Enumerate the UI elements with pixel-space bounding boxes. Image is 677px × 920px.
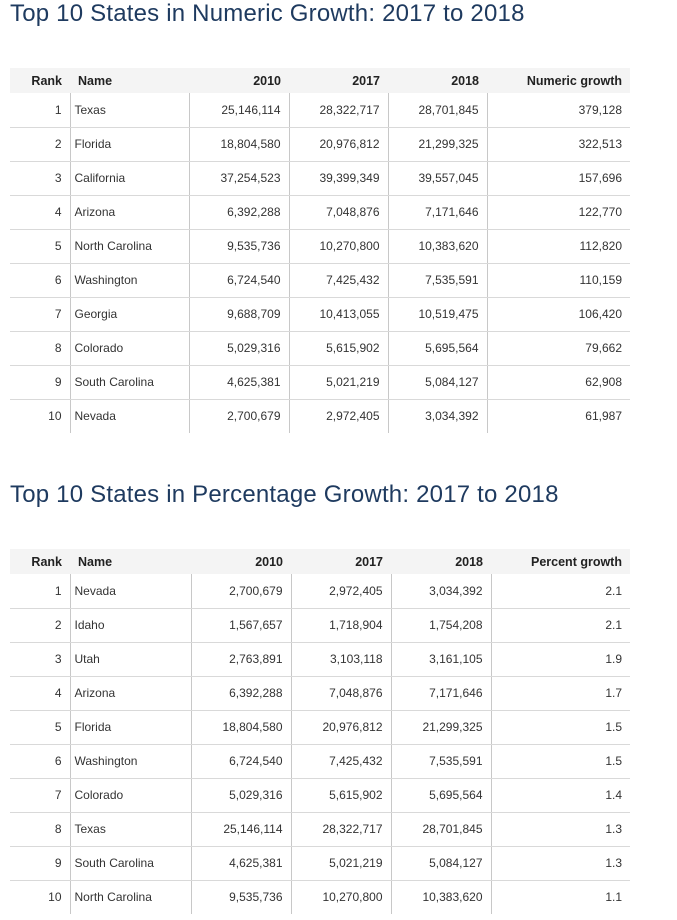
numeric-growth-table: [10, 68, 630, 433]
cell-name: South Carolina: [70, 365, 189, 399]
cell-name: Texas: [70, 93, 189, 127]
cell-2010: 9,535,736: [191, 880, 291, 914]
cell-growth: 1.3: [491, 846, 630, 880]
cell-2018: 7,535,591: [388, 263, 487, 297]
cell-2018: 3,034,392: [388, 399, 487, 433]
table-row: [10, 880, 630, 914]
cell-2010: 18,804,580: [189, 127, 289, 161]
cell-2017: 10,413,055: [289, 297, 388, 331]
table-header-row: [10, 549, 630, 574]
header-rank: Rank: [31, 73, 62, 88]
header-name: Name: [78, 73, 113, 88]
cell-growth: 1.7: [491, 676, 630, 710]
cell-rank: 6: [10, 744, 70, 778]
cell-name: Texas: [70, 812, 191, 846]
table-row: [10, 195, 630, 229]
cell-2018: 7,535,591: [391, 744, 491, 778]
table-row: [10, 127, 630, 161]
cell-2010: 9,688,709: [189, 297, 289, 331]
percentage-growth-title: Top 10 States in Percentage Growth: 2017 to 2018: [10, 481, 559, 508]
header-2018: 2018: [451, 73, 479, 88]
header-2017: 2017: [355, 554, 383, 569]
cell-2010: 6,724,540: [189, 263, 289, 297]
cell-2018: 10,519,475: [388, 297, 487, 331]
cell-growth: 1.5: [491, 710, 630, 744]
cell-rank: 8: [10, 812, 70, 846]
table-row: [10, 608, 630, 642]
table-row: [10, 812, 630, 846]
cell-2017: 10,270,800: [291, 880, 391, 914]
cell-name: South Carolina: [70, 846, 191, 880]
cell-2018: 39,557,045: [388, 161, 487, 195]
cell-growth: 1.1: [491, 880, 630, 914]
cell-rank: 3: [10, 161, 70, 195]
cell-2018: 5,084,127: [391, 846, 491, 880]
cell-2017: 7,425,432: [291, 744, 391, 778]
cell-2010: 25,146,114: [191, 812, 291, 846]
header-2010: 2010: [255, 554, 283, 569]
cell-name: Florida: [70, 127, 189, 161]
cell-rank: 9: [10, 365, 70, 399]
cell-rank: 5: [10, 229, 70, 263]
cell-rank: 9: [10, 846, 70, 880]
header-2010: 2010: [253, 73, 281, 88]
cell-2010: 2,700,679: [189, 399, 289, 433]
cell-2018: 28,701,845: [388, 93, 487, 127]
cell-rank: 6: [10, 263, 70, 297]
table-row: [10, 161, 630, 195]
cell-name: California: [70, 161, 189, 195]
header-2018: 2018: [455, 554, 483, 569]
cell-2017: 7,048,876: [289, 195, 388, 229]
cell-rank: 10: [48, 890, 62, 905]
cell-growth: 110,159: [487, 263, 630, 297]
cell-2018: 1,754,208: [391, 608, 491, 642]
header-2017: 2017: [352, 73, 380, 88]
cell-2017: 20,976,812: [289, 127, 388, 161]
cell-2017: 5,021,219: [289, 365, 388, 399]
table-row: [10, 263, 630, 297]
cell-2017: 28,322,717: [291, 812, 391, 846]
cell-2018: 5,695,564: [391, 778, 491, 812]
cell-2010: 4,625,381: [189, 365, 289, 399]
cell-2018: 10,383,620: [391, 880, 491, 914]
cell-name: Utah: [70, 642, 191, 676]
cell-2017: 28,322,717: [289, 93, 388, 127]
cell-2010: 25,146,114: [189, 93, 289, 127]
cell-growth: 1.9: [491, 642, 630, 676]
cell-2017: 1,718,904: [291, 608, 391, 642]
header-percent-growth: Percent growth: [531, 554, 622, 569]
cell-2010: 2,700,679: [191, 574, 291, 608]
cell-2010: 4,625,381: [191, 846, 291, 880]
cell-2010: 2,763,891: [191, 642, 291, 676]
cell-name: Florida: [70, 710, 191, 744]
cell-2010: 37,254,523: [189, 161, 289, 195]
cell-2017: 2,972,405: [291, 574, 391, 608]
cell-2018: 7,171,646: [391, 676, 491, 710]
cell-name: Washington: [70, 744, 191, 778]
cell-2010: 5,029,316: [189, 331, 289, 365]
cell-name: Arizona: [70, 195, 189, 229]
cell-2018: 3,161,105: [391, 642, 491, 676]
cell-2018: 5,695,564: [388, 331, 487, 365]
cell-2017: 20,976,812: [291, 710, 391, 744]
cell-growth: 2.1: [491, 574, 630, 608]
cell-rank: 7: [10, 778, 70, 812]
cell-rank: 5: [10, 710, 70, 744]
table-row: [10, 574, 630, 608]
cell-rank: 1: [10, 93, 70, 127]
cell-growth: 157,696: [487, 161, 630, 195]
cell-rank: 4: [10, 195, 70, 229]
cell-rank: 10: [48, 409, 62, 424]
table-row: [10, 399, 630, 433]
cell-growth: 106,420: [487, 297, 630, 331]
cell-name: North Carolina: [70, 229, 189, 263]
cell-growth: 122,770: [487, 195, 630, 229]
cell-growth: 112,820: [487, 229, 630, 263]
cell-rank: 7: [10, 297, 70, 331]
table-row: [10, 710, 630, 744]
cell-rank: 2: [10, 127, 70, 161]
cell-rank: 1: [10, 574, 70, 608]
percentage-growth-table: [10, 549, 630, 914]
cell-2018: 7,171,646: [388, 195, 487, 229]
header-name: Name: [78, 554, 113, 569]
cell-rank: 4: [10, 676, 70, 710]
cell-2018: 5,084,127: [388, 365, 487, 399]
cell-name: Nevada: [70, 574, 191, 608]
cell-growth: 2.1: [491, 608, 630, 642]
cell-2018: 28,701,845: [391, 812, 491, 846]
table-row: [10, 744, 630, 778]
cell-name: North Carolina: [70, 880, 191, 914]
cell-2010: 5,029,316: [191, 778, 291, 812]
cell-2017: 5,021,219: [291, 846, 391, 880]
cell-name: Colorado: [70, 778, 191, 812]
cell-2017: 5,615,902: [291, 778, 391, 812]
table-row: [10, 297, 630, 331]
cell-growth: 62,908: [487, 365, 630, 399]
cell-2017: 7,425,432: [289, 263, 388, 297]
numeric-growth-title: Top 10 States in Numeric Growth: 2017 to 2018: [10, 0, 525, 27]
cell-growth: 1.3: [491, 812, 630, 846]
cell-rank: 3: [10, 642, 70, 676]
cell-2018: 21,299,325: [388, 127, 487, 161]
cell-rank: 8: [10, 331, 70, 365]
cell-growth: 1.4: [491, 778, 630, 812]
table-row: [10, 229, 630, 263]
cell-2010: 6,392,288: [191, 676, 291, 710]
cell-2018: 21,299,325: [391, 710, 491, 744]
table-row: [10, 846, 630, 880]
cell-name: Washington: [70, 263, 189, 297]
cell-2017: 3,103,118: [291, 642, 391, 676]
cell-2010: 9,535,736: [189, 229, 289, 263]
table-row: [10, 676, 630, 710]
table-row: [10, 642, 630, 676]
cell-2010: 1,567,657: [191, 608, 291, 642]
cell-2010: 6,724,540: [191, 744, 291, 778]
cell-name: Colorado: [70, 331, 189, 365]
cell-growth: 322,513: [487, 127, 630, 161]
cell-name: Idaho: [70, 608, 191, 642]
cell-name: Nevada: [70, 399, 189, 433]
cell-2017: 10,270,800: [289, 229, 388, 263]
cell-growth: 79,662: [487, 331, 630, 365]
cell-2010: 18,804,580: [191, 710, 291, 744]
cell-2018: 10,383,620: [388, 229, 487, 263]
cell-2018: 3,034,392: [391, 574, 491, 608]
cell-2017: 7,048,876: [291, 676, 391, 710]
table-header-row: [10, 68, 630, 93]
cell-growth: 61,987: [487, 399, 630, 433]
cell-rank: 2: [10, 608, 70, 642]
header-rank: Rank: [31, 554, 62, 569]
table-row: [10, 365, 630, 399]
table-row: [10, 331, 630, 365]
cell-name: Arizona: [70, 676, 191, 710]
cell-growth: 379,128: [487, 93, 630, 127]
cell-2017: 39,399,349: [289, 161, 388, 195]
header-numeric-growth: Numeric growth: [526, 73, 622, 88]
cell-name: Georgia: [70, 297, 189, 331]
cell-2017: 5,615,902: [289, 331, 388, 365]
table-row: [10, 93, 630, 127]
table-row: [10, 778, 630, 812]
cell-2010: 6,392,288: [189, 195, 289, 229]
cell-growth: 1.5: [491, 744, 630, 778]
cell-2017: 2,972,405: [289, 399, 388, 433]
